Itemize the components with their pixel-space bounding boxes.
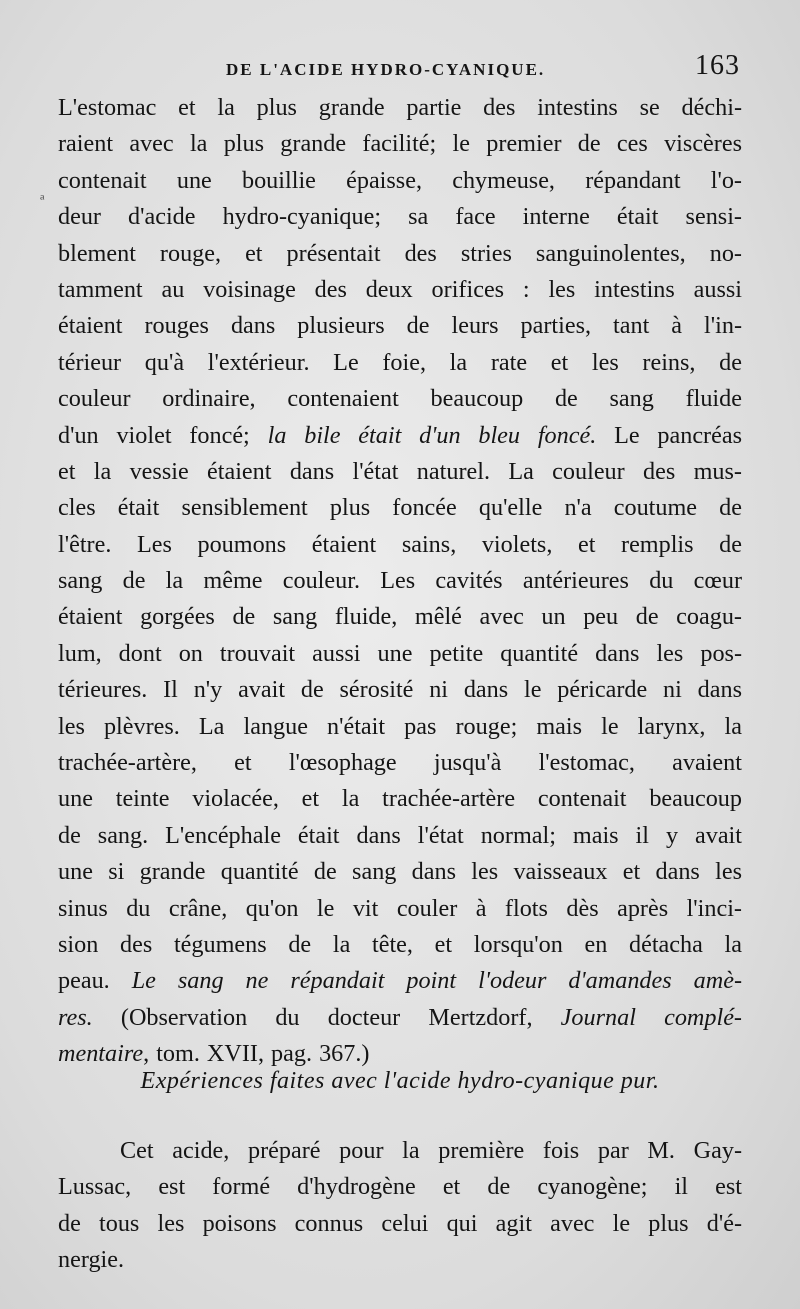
text-run: contenait une bouillie épaisse, chymeuse, répandant l'o-: [58, 166, 742, 194]
text-run: de sang. L'encéphale était dans l'état normal; mais il y avait: [58, 821, 742, 849]
text-line: [58, 781, 742, 817]
text-run: une si grande quantité de sang dans les vaisseaux et dans les: [58, 858, 742, 886]
text-line: [58, 308, 742, 344]
text-run: cles était sensiblement plus foncée qu'elle n'a coutume de: [58, 494, 742, 522]
text-line: [58, 236, 742, 272]
text-run: L'estomac et la plus grande partie des intestins se déchi-: [58, 94, 742, 121]
text-line: [58, 891, 742, 927]
text-line: [58, 345, 742, 381]
text-line: [58, 126, 742, 162]
text-line: [58, 927, 742, 963]
text-line: [58, 1000, 742, 1036]
text-line: [58, 563, 742, 599]
text-line: [58, 490, 742, 526]
text-run: sinus du crâne, qu'on le vit couler à flots dès après l'inci-: [58, 894, 742, 922]
text-line: [58, 90, 742, 126]
text-run: tamment au voisinage des deux orifices : les intestins aussi: [58, 275, 742, 303]
text-run: sion des tégumens de la tête, et lorsqu'on en détacha la: [58, 930, 742, 958]
italic-text: la bile était d'un bleu foncé.: [267, 421, 597, 449]
text-line: [58, 163, 742, 199]
text-run: l'être. Les poumons étaient sains, violets, et remplis de: [58, 530, 742, 558]
running-head: [0, 50, 800, 86]
text-line: [58, 854, 742, 890]
text-run: blement rouge, et présentait des stries sanguinolentes, no-: [58, 239, 742, 267]
text-run: (Observation du docteur Mertzdorf,: [92, 1003, 561, 1031]
text-line: nergie.: [58, 1246, 125, 1274]
text-run: Le pancréas: [596, 421, 742, 449]
page-number: 163: [695, 50, 740, 81]
text-line: Lussac, est formé d'hydrogène et de cyanogène; il est: [58, 1173, 742, 1201]
italic-text: Journal complé-: [560, 1003, 742, 1031]
running-title: DE L'ACIDE HYDRO-CYANIQUE.: [226, 60, 546, 79]
text-run: étaient gorgées de sang fluide, mêlé avec un peu de coagu-: [58, 603, 742, 631]
text-line: [58, 963, 742, 999]
text-line: [58, 818, 742, 854]
text-run: térieures. Il n'y avait de sérosité ni dans le péricarde ni dans: [58, 676, 742, 704]
text-run: d'un violet foncé;: [58, 421, 268, 449]
text-run: couleur ordinaire, contenaient beaucoup de sang fluide: [58, 385, 742, 413]
text-run: lum, dont on trouvait aussi une petite quantité dans les pos-: [58, 639, 742, 667]
text-run: térieur qu'à l'extérieur. Le foie, la rate et les reins, de: [58, 348, 742, 376]
text-run: trachée-artère, et l'œsophage jusqu'à l'estomac, avaient: [58, 749, 742, 777]
text-line: Cet acide, préparé pour la première fois par M. Gay-: [120, 1137, 742, 1164]
text-run: deur d'acide hydro-cyanique; sa face interne était sensi-: [58, 203, 742, 231]
margin-mark: ª: [40, 193, 45, 210]
italic-text: Le sang ne répandait point l'odeur d'amandes amè-: [131, 967, 743, 995]
section-heading: Expériences faites avec l'acide hydro-cyanique pur.: [140, 1068, 660, 1094]
text-run: étaient rouges dans plusieurs de leurs parties, tant à l'in-: [58, 312, 742, 340]
text-run: une teinte violacée, et la trachée-artère contenait beaucoup: [58, 785, 742, 813]
text-run: les plèvres. La langue n'était pas rouge; mais le larynx, la: [58, 712, 742, 740]
text-line: [58, 527, 742, 563]
text-line: [58, 418, 742, 454]
text-line: [58, 381, 742, 417]
text-line: [58, 636, 742, 672]
text-run: , tom. XVII, pag. 367.): [143, 1040, 370, 1068]
text-line: [58, 199, 742, 235]
text-line: [58, 709, 742, 745]
text-run: peau.: [58, 967, 132, 995]
text-line: [58, 599, 742, 635]
italic-text: res.: [58, 1003, 93, 1031]
text-line: [58, 454, 742, 490]
text-line: de tous les poisons connus celui qui agit avec le plus d'é-: [58, 1209, 742, 1237]
text-line: [58, 272, 742, 308]
text-run: raient avec la plus grande facilité; le premier de ces viscères: [58, 130, 742, 158]
text-run: et la vessie étaient dans l'état naturel. La couleur des mus-: [58, 457, 742, 485]
text-line: [58, 745, 742, 781]
paragraph-pure-acid: [58, 1133, 742, 1279]
text-run: sang de la même couleur. Les cavités antérieures du cœur: [58, 567, 742, 595]
paragraph-observation: [58, 90, 742, 1073]
italic-text: mentaire: [58, 1040, 144, 1068]
text-line: [58, 672, 742, 708]
